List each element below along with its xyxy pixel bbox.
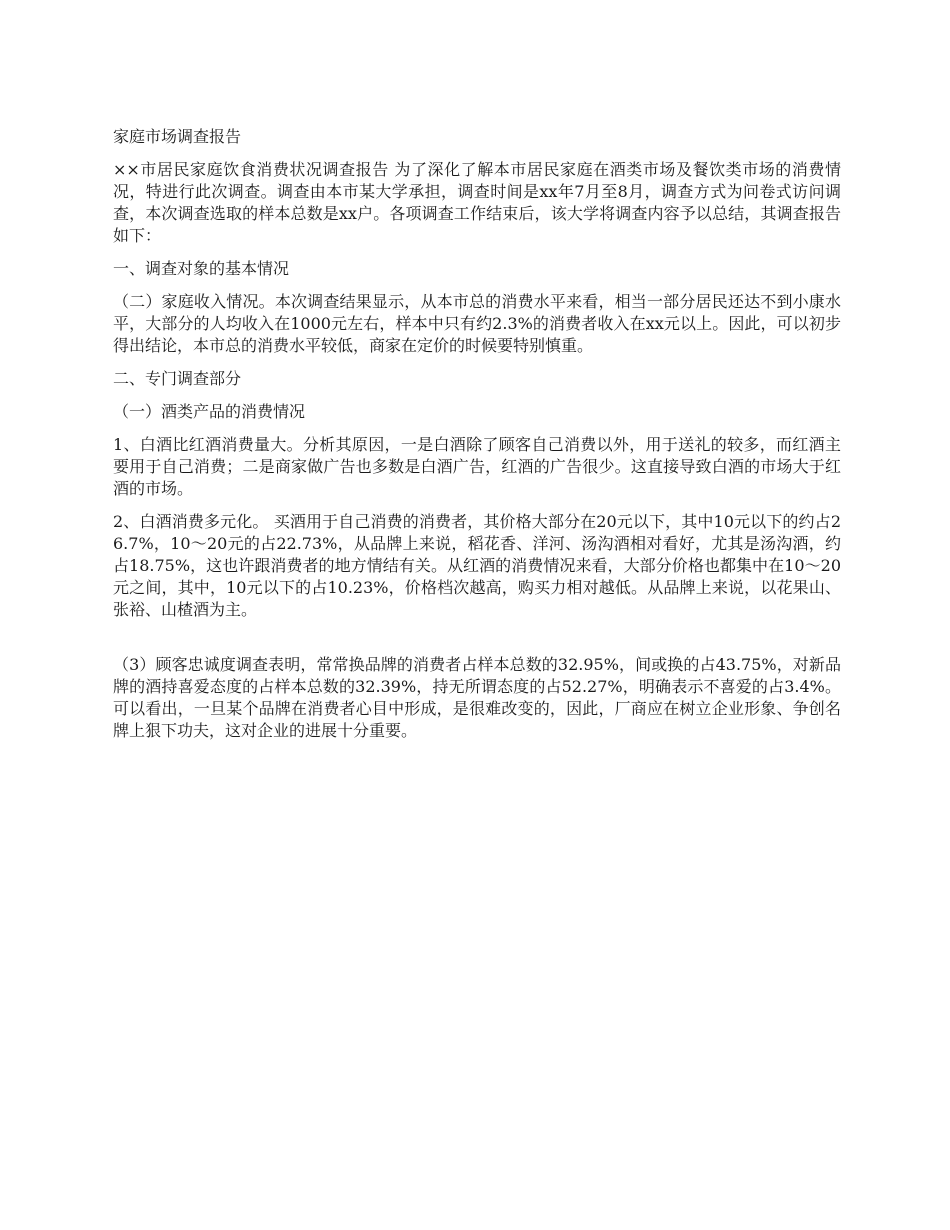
- point2-paragraph: 2、白酒消费多元化。 买酒用于自己消费的消费者，其价格大部分在20元以下，其中10元以下的约占26.7%，10～20元的占22.73%，从品牌上来说，稻花香、洋河、汤沟酒相对看好，尤其是汤沟酒，约占18.75%，这也许跟消费者的地方情结有关。从红酒的消费情况来看，大部分价格也都集中在10～20元之间，其中，10元以下的占10.23%，价格档次越高，购买力相对越低。从品牌上来说，以花果山、张裕、山楂酒为主。: [113, 512, 841, 619]
- section2-heading: 二、专门调查部分: [113, 369, 242, 388]
- document-page: [113, 126, 841, 753]
- section1-heading: 一、调查对象的基本情况: [113, 259, 290, 278]
- document-title: 家庭市场调查报告: [113, 127, 242, 146]
- intro-paragraph: ××市居民家庭饮食消费状况调查报告 为了深化了解本市居民家庭在酒类市场及餐饮类市场的消费情况，特进行此次调查。调查由本市某大学承担，调查时间是xx年7月至8月，调查方式为问卷式访问调查，本次调查选取的样本总数是xx户。各项调查工作结束后，该大学将调查内容予以总结，其调查报告如下：: [113, 160, 841, 245]
- income-paragraph: （二）家庭收入情况。本次调查结果显示，从本市总的消费水平来看，相当一部分居民还达不到小康水平，大部分的人均收入在1000元左右，样本中只有约2.3%的消费者收入在xx元以上。因此，可以初步得出结论，本市总的消费水平较低，商家在定价的时候要特别慎重。: [113, 292, 841, 355]
- point1-paragraph: 1、白酒比红酒消费量大。分析其原因，一是白酒除了顾客自己消费以外，用于送礼的较多，而红酒主要用于自己消费；二是商家做广告也多数是白酒广告，红酒的广告很少。这直接导致白酒的市场大于红酒的市场。: [113, 435, 841, 498]
- liquor-subheading: （一）酒类产品的消费情况: [113, 402, 306, 421]
- blank-line: [113, 632, 841, 654]
- loyalty-paragraph: （3）顾客忠诚度调查表明，常常换品牌的消费者占样本总数的32.95%，间或换的占43.75%，对新品牌的酒持喜爱态度的占样本总数的32.39%，持无所谓态度的占52.27%，明确表示不喜爱的占3.4%。可以看出，一旦某个品牌在消费者心目中形成，是很难改变的，因此，厂商应在树立企业形象、争创名牌上狠下功夫，这对企业的进展十分重要。: [113, 655, 841, 740]
